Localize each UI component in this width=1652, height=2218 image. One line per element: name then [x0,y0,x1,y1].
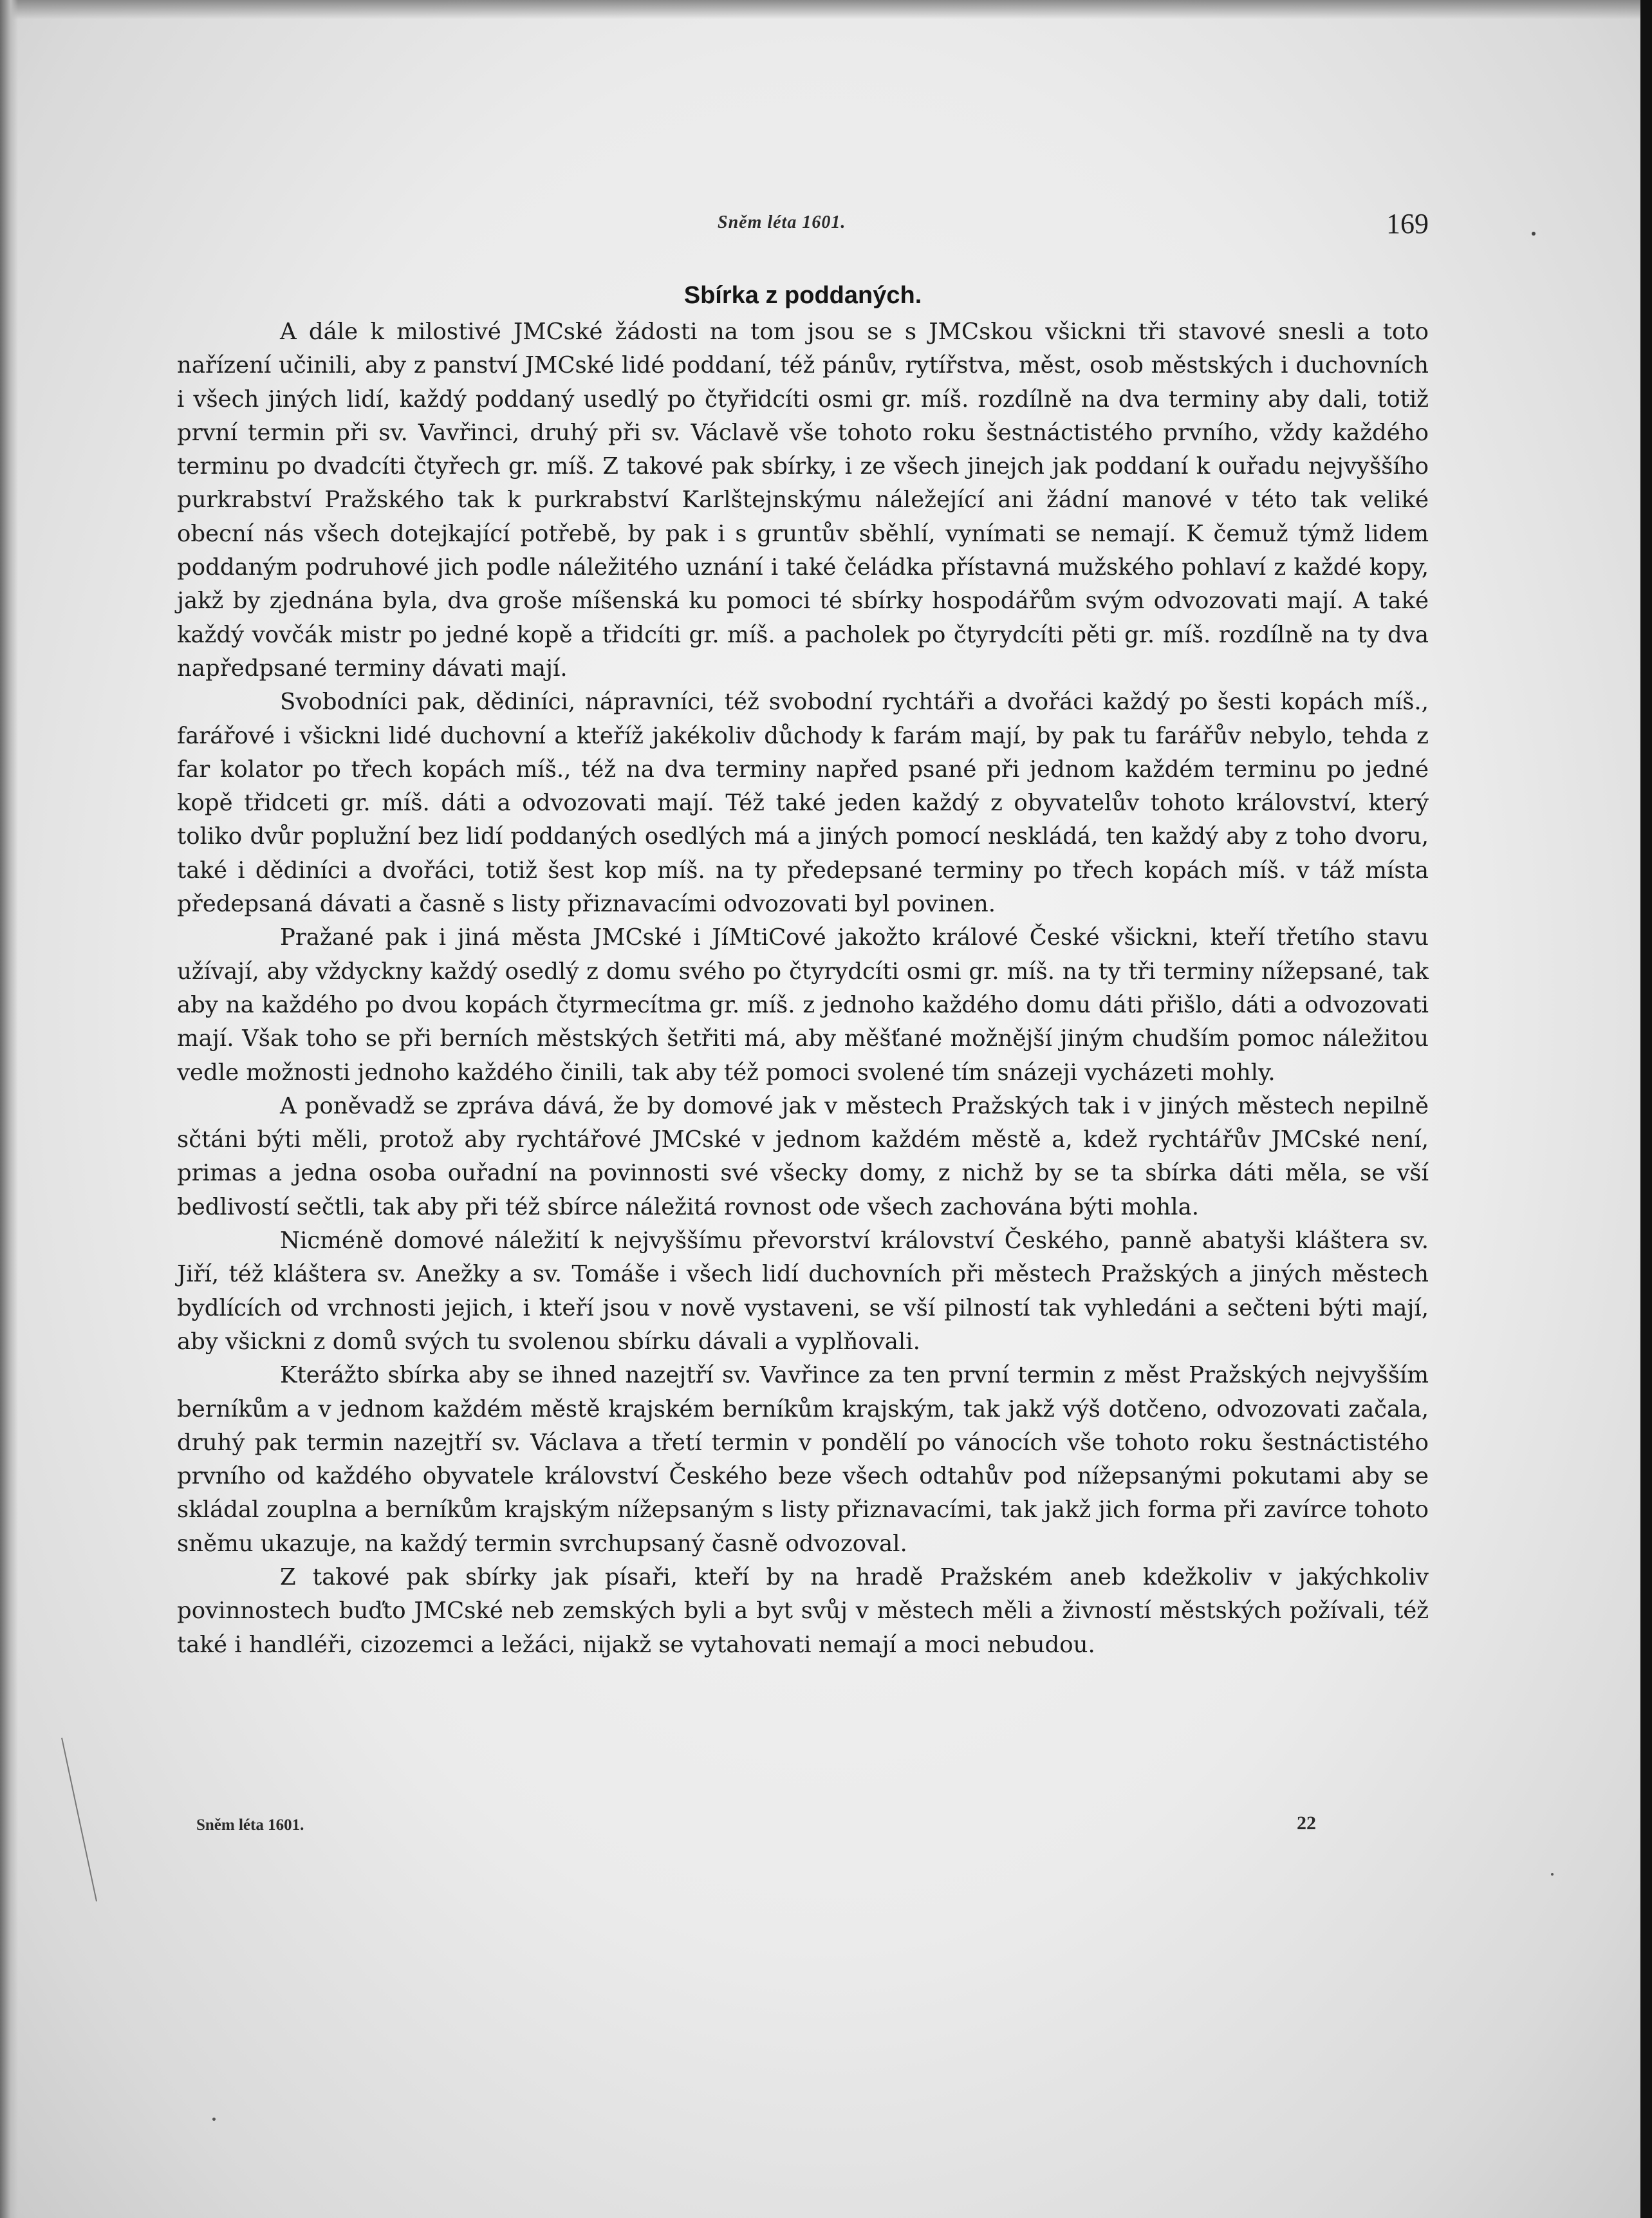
scan-top-shadow [0,0,1652,19]
scan-left-shadow [0,0,18,2218]
paragraph: Pražané pak i jiná města JMCské i JíMtiCové jakožto králové České všickni, kteří třetího stavu užívají, aby vždyckny každý osedlý z domu svého po čtyrydcíti osmi gr. míš. na ty tři terminy nížepsané, tak aby na každého po dvou kopách čtyrmecítma gr. míš. z jednoho každého domu dáti přišlo, dáti a odvozovati mají. Však toho se při berních městských šetřiti má, aby měšťané možnější jiným chudším pomoc náležitou vedle možnosti jednoho každého činili, tak aby též pomoci svolené tím snázeji vycházeti mohly. [177,924,1429,1086]
signature-title: Sněm léta 1601. [196,1816,304,1834]
running-head [177,208,1429,245]
body-text [177,315,1429,1662]
section-title: Sbírka z poddaných. [683,282,922,309]
signature-number: 22 [1297,1813,1316,1834]
scan-speck [212,2118,216,2121]
paragraph: Nicméně domové náležití k nejvyššímu převorství království Českého, panně abatyši kláštera sv. Jiří, též kláštera sv. Anežky a sv. Tomáše i všech lidí duchovních při městech Pražských a jiných městech bydlících od vrchnosti jejich, i kteří jsou v nově vystaveni, se vší pilností tak vyhledáni a sečteni býti mají, aby všickni z domů svých tu svolenou sbírku dávali a vyplňovali. [177,1227,1429,1355]
paragraph: Kterážto sbírka aby se ihned nazejtří sv. Vavřince za ten první termin z měst Pražských nejvyšším berníkům a v jednom každém městě krajském berníkům krajským, tak jakž výš dotčeno, odvozovati začala, druhý pak termin nazejtří sv. Václava a třetí termin v pondělí po vánocích vše tohoto roku šestnáctistého prvního od každého obyvatele království Českého beze všech odtahův pod nížepsanými pokutami aby se skládal zouplna a berníkům krajským nížepsaným s listy přiznavacími, tak jakž jich forma při zavírce tohoto sněmu ukazuje, na každý termin svrchupsaný časně odvozoval. [177,1362,1429,1557]
scan-scratch [61,1738,97,1902]
page-number: 169 [1386,208,1429,239]
paragraph: A dále k milostivé JMCské žádosti na tom jsou se s JMCskou všickni tři stavové snesli a toto nařízení učinili, aby z panství JMCské lidé poddaní, též pánův, rytířstva, měst, osob městských i duchovních i všech jiných lidí, každý poddaný usedlý po čtyřidcíti osmi gr. míš. rozdílně na dva terminy aby dali, totiž první termin při sv. Vavřinci, druhý při sv. Václavě vše tohoto roku šestnáctistého prvního, vždy každého terminu po dvadcíti čtyřech gr. míš. Z takové pak sbírky, i ze všech jinejch jak poddaní k ouřadu nejvyššího purkrabství Pražského tak k purkrabství Karlštejnskýmu náležející ani žádní manové v této tak veliké obecní nás všech dotejkající potřebě, by pak i s gruntův sběhlí, vynímati se nemají. K čemuž týmž lidem poddaným podruhové jich podle náležitého uznání i také čeládka přístavná mužského pohlaví z každé kopy, jakž by zjednána byla, dva groše míšenská ku pomoci té sbírky hospodářům svým odvozovati mají. A také každý vovčák mistr po jedné kopě a třidcíti gr. míš. a pacholek po čtyrydcíti pěti gr. míš. rozdílně na ty dva napředpsané terminy dávati mají. [177,319,1429,682]
signature-line [196,1813,1316,1842]
paragraph: Z takové pak sbírky jak písaři, kteří by na hradě Pražském aneb kdežkoliv v jakýchkoliv povinnostech buďto JMCské neb zemských byli a byt svůj v městech měli a živností městských požívali, též také i handléři, cizozemci a ležáci, nijakž se vytahovati nemají a moci nebudou. [177,1563,1429,1658]
paragraph: Svobodníci pak, dědiníci, nápravníci, též svobodní rychtáři a dvořáci každý po šesti kopách míš., farářové i všickni lidé duchovní a kteříž jakékoliv důchody k farám mají, by pak tu farářův nebylo, tehda z far kolator po třech kopách míš., též na dva terminy napřed psané při jednom každém terminu po jedné kopě třidceti gr. míš. dáti a odvozovati mají. Též také jeden každý z obyvatelův tohoto království, který toliko dvůr poplužní bez lidí poddaných osedlých má a jiných pomocí neskládá, ten každý aby z toho dvoru, také i dědiníci a dvořáci, totiž šest kop míš. na ty předepsané terminy po třech kopách míš. v táž místa předepsaná dávati a časně s listy přiznavacími odvozovati byl povinen. [177,689,1429,918]
scan-speck [1532,232,1536,236]
paragraph: A poněvadž se zpráva dává, že by domové jak v městech Pražských tak i v jiných městech nepilně sčtáni býti měli, protož aby rychtářové JMCské v jednom každém městě a, kdež rychtářův JMCské není, primas a jedna osoba ouřadní na povinnosti své všecky domy, z nichž by se ta sbírka dáti měla, se vší bedlivostí sečtli, tak aby při též sbírce náležitá rovnost ode všech zachována býti mohla. [177,1092,1429,1220]
scan-speck [1551,1873,1554,1876]
scan-right-border [1640,0,1652,2218]
running-head-title: Sněm léta 1601. [718,212,846,232]
